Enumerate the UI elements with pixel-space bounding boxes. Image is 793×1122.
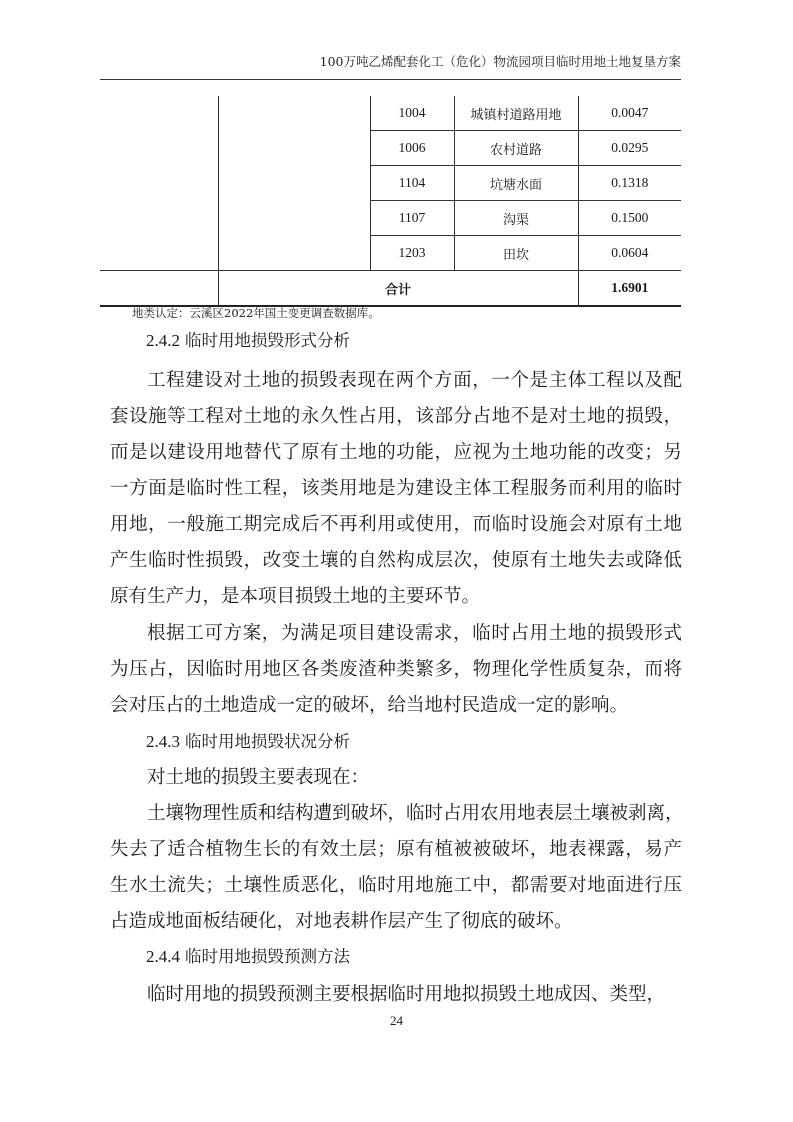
- merged-cell: [218, 96, 370, 271]
- empty-cell: [100, 271, 218, 307]
- header-rule: [100, 79, 681, 80]
- section-heading-2-4-2: [146, 330, 350, 352]
- land-code-cell: 1107: [370, 201, 454, 236]
- paragraph: [110, 796, 682, 940]
- text-line: 土壤物理性质和结构遭到破坏，临时占用农用地表层土壤被剥离，: [147, 803, 684, 824]
- text-line: 生水土流失；土壤性质恶化，临时用地施工中，都需要对地面进行压: [110, 875, 682, 896]
- section-title: 临时用地损毁预测方法: [185, 947, 350, 966]
- section-number: 2.4.4: [146, 947, 180, 966]
- text-line: 原有生产力，是本项目损毁土地的主要环节。: [110, 586, 481, 607]
- total-label: 合计: [218, 271, 578, 307]
- section-heading-2-4-4: [146, 946, 350, 968]
- area-cell: 0.1318: [578, 166, 681, 201]
- paragraph: [110, 363, 682, 615]
- total-row: [100, 271, 681, 307]
- section-number: 2.4.3: [146, 732, 180, 751]
- page-number: 24: [390, 1013, 403, 1028]
- text-line: 占造成地面板结硬化，对地表耕作层产生了彻底的破坏。: [110, 911, 573, 932]
- merged-cell: [100, 96, 218, 271]
- land-type-cell: 农村道路: [454, 131, 578, 166]
- land-type-cell: 沟渠: [454, 201, 578, 236]
- text-line: 一方面是临时性工程，该类用地是为建设主体工程服务而利用的临时: [110, 478, 682, 499]
- section-number: 2.4.2: [146, 331, 180, 350]
- running-header: 100万吨乙烯配套化工（危化）物流园项目临时用地土地复垦方案: [319, 54, 681, 69]
- land-type-cell: 田坎: [454, 236, 578, 271]
- land-type-cell: 坑塘水面: [454, 166, 578, 201]
- section-title: 临时用地损毁形式分析: [185, 331, 350, 350]
- text-line: 为压占，因临时用地区各类废渣种类繁多，物理化学性质复杂，而将: [110, 659, 682, 680]
- land-use-table: [100, 96, 681, 307]
- text-line: 用地，一般施工期完成后不再利用或使用，而临时设施会对原有土地: [110, 514, 682, 535]
- land-code-cell: 1004: [370, 96, 454, 131]
- paragraph: [110, 977, 682, 1013]
- area-cell: 0.0047: [578, 96, 681, 131]
- table-row: [100, 96, 681, 131]
- area-cell: 0.1500: [578, 201, 681, 236]
- text-line: 而是以建设用地替代了原有土地的功能，应视为土地功能的改变；另: [110, 442, 682, 463]
- text-line: 根据工可方案，为满足项目建设需求，临时占用土地的损毁形式: [147, 623, 682, 644]
- area-cell: 0.0604: [578, 236, 681, 271]
- section-title: 临时用地损毁状况分析: [185, 732, 350, 751]
- section-heading-2-4-3: [146, 731, 350, 753]
- total-value: 1.6901: [578, 271, 681, 307]
- text-line: 对土地的损毁主要表现在：: [147, 767, 370, 788]
- area-cell: 0.0295: [578, 131, 681, 166]
- text-line: 工程建设对土地的损毁表现在两个方面，一个是主体工程以及配: [147, 370, 682, 391]
- land-code-cell: 1006: [370, 131, 454, 166]
- land-type-cell: 城镇村道路用地: [454, 96, 578, 131]
- text-line: 临时用地的损毁预测主要根据临时用地拟损毁土地成因、类型，: [147, 984, 666, 1005]
- table-note: 地类认定：云溪区2022年国土变更调查数据库。: [132, 306, 380, 320]
- paragraph: [110, 616, 682, 724]
- text-line: 产生临时性损毁，改变土壤的自然构成层次，使原有土地失去或降低: [110, 550, 682, 571]
- land-code-cell: 1104: [370, 166, 454, 201]
- text-line: 失去了适合植物生长的有效土层；原有植被被破坏，地表裸露，易产: [110, 839, 682, 860]
- paragraph: [110, 760, 682, 796]
- land-code-cell: 1203: [370, 236, 454, 271]
- text-line: 会对压占的土地造成一定的破坏，给当地村民造成一定的影响。: [110, 695, 629, 716]
- text-line: 套设施等工程对土地的永久性占用，该部分占地不是对土地的损毁，: [110, 406, 682, 427]
